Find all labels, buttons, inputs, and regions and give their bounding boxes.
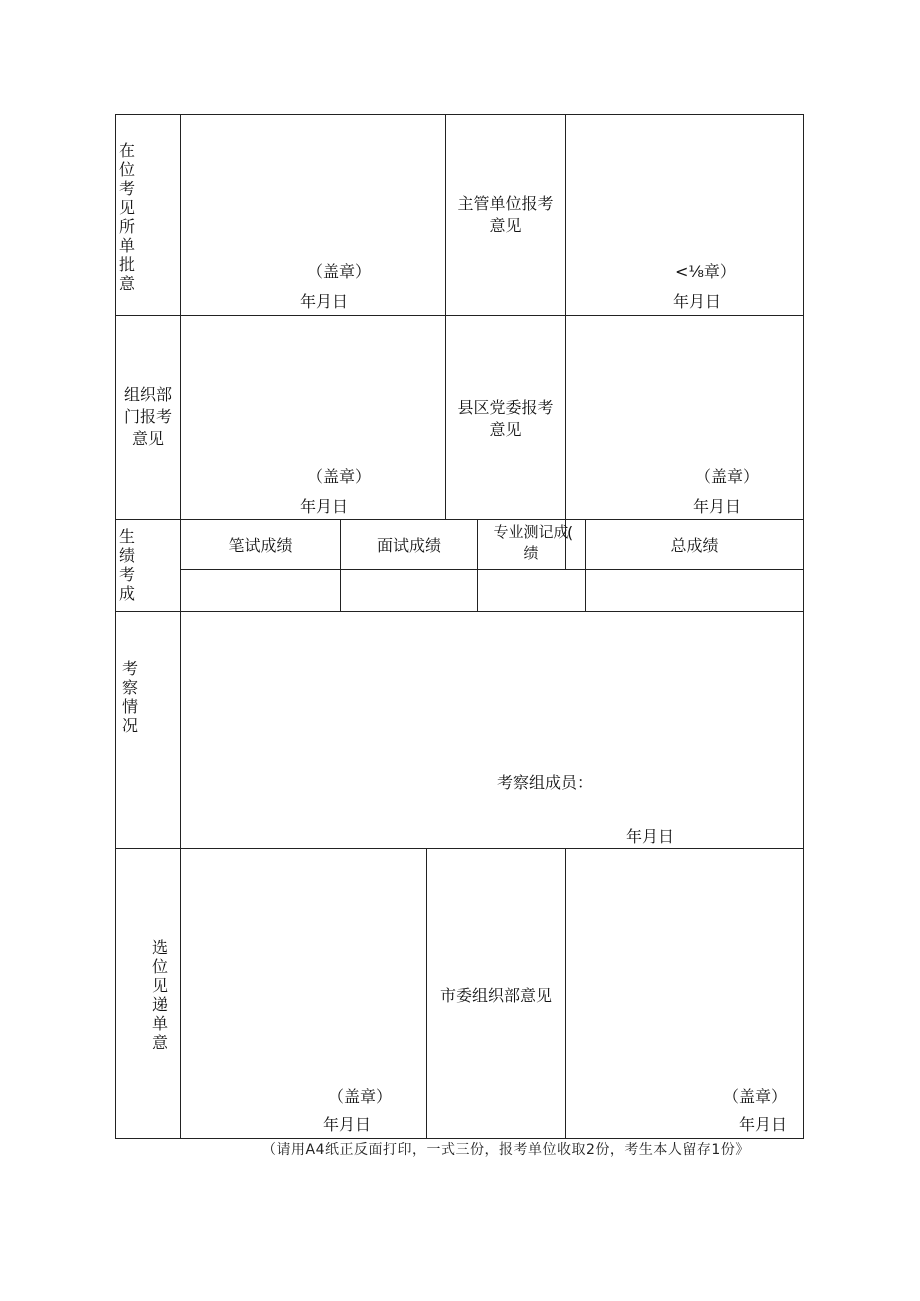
rule: [585, 519, 586, 611]
rule: [115, 114, 116, 1139]
print-instructions: （请用A4纸正反面打印，一式三份，报考单位收取2份，考生本人留存1份》: [262, 1142, 750, 1158]
row5-left-date: 年月日: [323, 1115, 372, 1134]
row5-mid-label: 市委组织部意见: [439, 986, 552, 1005]
written-score-header: 笔试成绩: [228, 536, 293, 555]
rule: [340, 519, 341, 611]
row2-left-date: 年月日: [300, 497, 349, 516]
inspection-date: 年月日: [626, 827, 675, 846]
row1-mid-label: 主管单位报考 意见: [457, 194, 554, 235]
rule: [445, 114, 446, 519]
inspection-members-label: 考察组成员：: [497, 773, 594, 792]
row5-right-date: 年月日: [739, 1115, 788, 1134]
interview-score-header: 面试成绩: [376, 536, 441, 555]
row2-right-seal: （盖章）: [695, 467, 760, 486]
recommendation-form: [115, 114, 804, 1139]
row1-left-seal: （盖章）: [307, 262, 372, 281]
rule: [565, 848, 566, 1138]
rule: [180, 114, 181, 1139]
row5-label: 选位见递单意: [151, 938, 168, 1052]
row1-left-date: 年月日: [300, 292, 349, 311]
row2-left-seal: （盖章）: [307, 467, 372, 486]
rule: [115, 611, 804, 612]
rule: [565, 114, 566, 519]
total-score-header: 总成绩: [670, 536, 719, 555]
paren-mark: (: [567, 523, 574, 542]
rule: [803, 114, 804, 1139]
rule: [115, 519, 804, 520]
row1-label: 在位考见所单批意: [118, 141, 135, 293]
professional-test-score-header: 专业测记成 绩: [493, 523, 569, 562]
row1-right-date: 年月日: [673, 292, 722, 311]
rule: [115, 848, 804, 849]
row3-label: 生绩考成: [118, 527, 135, 603]
row2-label: 组织部 门报考 意见: [123, 385, 172, 448]
row2-right-date: 年月日: [693, 497, 742, 516]
rule: [115, 1138, 804, 1139]
row1-right-seal: <⅛章）: [675, 262, 736, 281]
rule: [180, 569, 804, 570]
row5-right-seal: （盖章）: [723, 1087, 788, 1106]
row4-label: 考察情况: [121, 659, 138, 735]
rule: [115, 315, 804, 316]
row5-left-seal: （盖章）: [328, 1087, 393, 1106]
row2-mid-label: 县区党委报考 意见: [457, 398, 554, 439]
rule: [115, 114, 804, 115]
